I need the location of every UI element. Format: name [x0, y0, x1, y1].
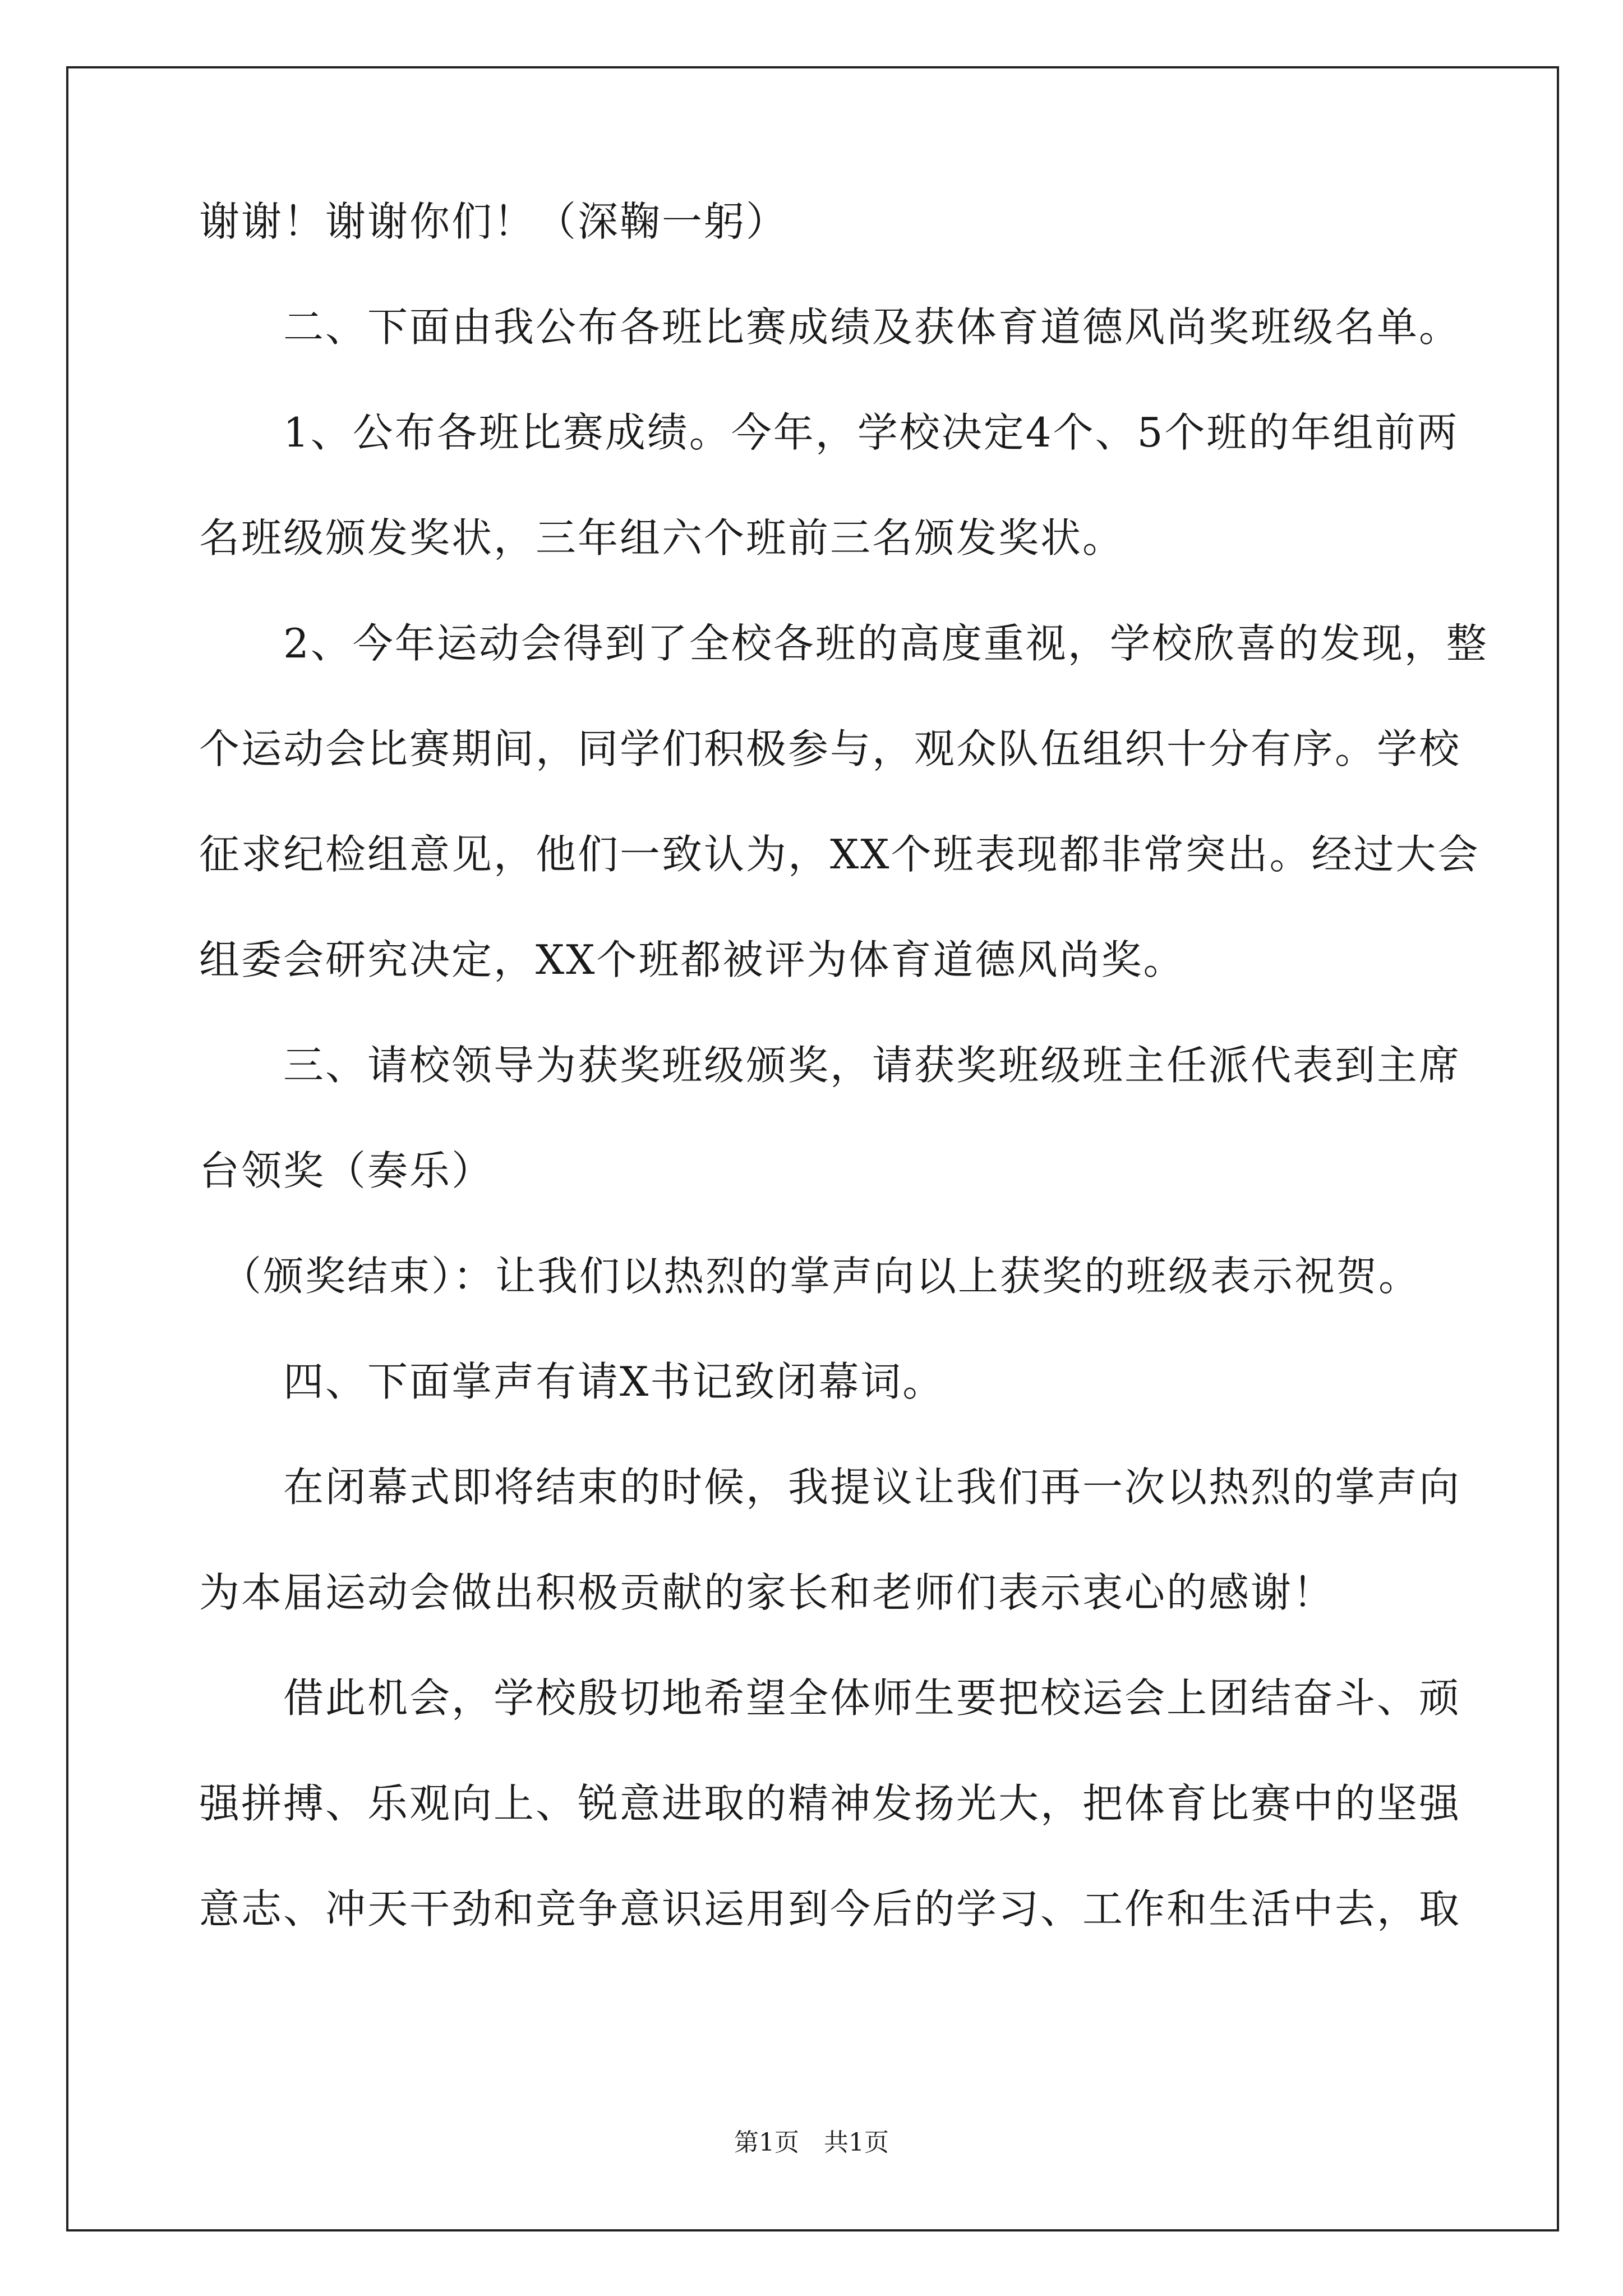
text-line: 1、公布各班比赛成绩。今年，学校决定4个、5个班的年组前两: [199, 409, 1459, 456]
text-line: 在闭幕式即将结束的时候，我提议让我们再一次以热烈的掌声向: [199, 1464, 1461, 1511]
text-line: 组委会研究决定，XX个班都被评为体育道德风尚奖。: [199, 936, 1186, 983]
text-line: 台领奖（奏乐）: [199, 1147, 494, 1194]
page-number-footer: 第1页 共1页: [734, 2128, 889, 2157]
text-line: 个运动会比赛期间，同学们积极参与，观众队伍组织十分有序。学校: [199, 725, 1461, 772]
text-line: 借此机会，学校殷切地希望全体师生要把校运会上团结奋斗、顽: [199, 1674, 1461, 1722]
text-line: 谢谢！谢谢你们！（深鞠一躬）: [199, 198, 789, 245]
text-line: 三、请校领导为获奖班级颁奖，请获奖班级班主任派代表到主席: [199, 1042, 1461, 1089]
text-line: 为本届运动会做出积极贡献的家长和老师们表示衷心的感谢！: [199, 1569, 1335, 1616]
text-line: 二、下面由我公布各班比赛成绩及获体育道德风尚奖班级名单。: [199, 303, 1461, 351]
text-line: 意志、冲天干劲和竞争意识运用到今后的学习、工作和生活中去，取: [199, 1885, 1461, 1932]
text-line: 征求纪检组意见，他们一致认为，XX个班表现都非常突出。经过大会: [199, 831, 1480, 878]
text-line: 名班级颁发奖状，三年组六个班前三名颁发奖状。: [199, 514, 1125, 562]
text-line: 2、今年运动会得到了全校各班的高度重视，学校欣喜的发现，整: [199, 620, 1488, 667]
text-line: 四、下面掌声有请X书记致闭幕词。: [199, 1358, 945, 1405]
text-line: 强拼搏、乐观向上、锐意进取的精神发扬光大，把体育比赛中的坚强: [199, 1780, 1461, 1827]
text-line: （颁奖结束）：让我们以热烈的掌声向以上获奖的班级表示祝贺。: [199, 1253, 1421, 1300]
